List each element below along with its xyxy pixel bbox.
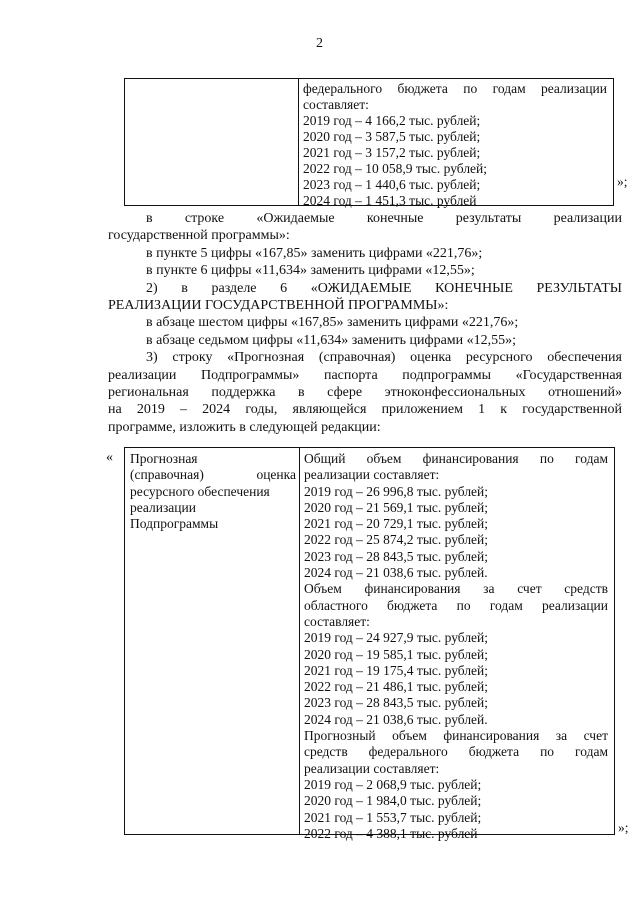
table2-right-line: 2023 год – 28 843,5 тыс. рублей;	[304, 548, 489, 564]
table2-right-line: 2020 год – 19 585,1 тыс. рублей;	[304, 646, 489, 662]
table1-right-cell	[303, 81, 607, 209]
paragraph-line: в пункте 6 цифры «11,634» заменить цифрами «12,55»;	[146, 263, 475, 279]
table2-right-line: Общий объем финансирования по годам	[304, 451, 608, 466]
table2-opening-quote: «	[106, 450, 113, 465]
table2-right-line: 2019 год – 26 996,8 тыс. рублей;	[304, 483, 489, 499]
paragraph-line: РЕАЛИЗАЦИИ ГОСУДАРСТВЕННОЙ ПРОГРАММЫ»:	[108, 298, 449, 314]
paragraph-line: программе, изложить в следующей редакции:	[108, 419, 381, 435]
table1-line: 2019 год – 4 166,2 тыс. рублей;	[303, 113, 481, 128]
table2-right-line: составляет:	[304, 613, 370, 629]
table2-right-line: реализации составляет:	[304, 467, 440, 483]
table2-right-line: 2022 год – 21 486,1 тыс. рублей;	[304, 679, 489, 695]
table1-line: 2024 год – 1 451,3 тыс. рублей	[303, 193, 477, 208]
table1-line: федерального бюджета по годам реализации	[303, 81, 607, 96]
table2-left-line: ресурсного обеспечения	[130, 483, 270, 499]
paragraph-line: на 2019 – 2024 годы, являющейся приложением 1 к государственной	[108, 402, 622, 418]
table2-right-line: 2020 год – 1 984,0 тыс. рублей;	[304, 793, 482, 809]
table1-closing-quote: »;	[617, 174, 628, 189]
paragraph-line: реализации Подпрограммы» паспорта подпрограммы «Государственная	[108, 367, 622, 383]
page-number: 2	[316, 36, 323, 51]
paragraph-line: 3) строку «Прогнозная (справочная) оценка ресурсного обеспечения	[146, 350, 622, 366]
table2-left-line: (справочная) оценка	[130, 467, 296, 483]
table1-line: составляет:	[303, 97, 369, 112]
table1-line: 2022 год – 10 058,9 тыс. рублей;	[303, 161, 488, 176]
table2-right-line: реализации составляет:	[304, 760, 440, 776]
table2-right-line: средств федерального бюджета по годам	[304, 744, 608, 760]
table2-left-line: реализации	[130, 499, 196, 515]
table2-right-line: Объем финансирования за счет средств	[304, 581, 608, 597]
table2-right-line: 2021 год – 20 729,1 тыс. рублей;	[304, 516, 489, 532]
paragraph-line: в пункте 5 цифры «167,85» заменить цифрами «221,76»;	[146, 245, 483, 261]
table2-left-line: Прогнозная	[130, 451, 198, 466]
paragraph-line: в абзаце шестом цифры «167,85» заменить цифрами «221,76»;	[146, 315, 519, 331]
table2-right-line: Прогнозный объем финансирования за счет	[304, 728, 608, 744]
table2-right-line: областного бюджета по годам реализации	[304, 597, 608, 613]
table2-right-line: 2024 год – 21 038,6 тыс. рублей.	[304, 711, 488, 727]
table2-right-line: 2019 год – 24 927,9 тыс. рублей;	[304, 630, 489, 646]
table2-right-line: 2024 год – 21 038,6 тыс. рублей.	[304, 565, 488, 581]
table2-right-line: 2022 год – 4 388,1 тыс. рублей	[304, 825, 478, 841]
table2-right-line: 2021 год – 19 175,4 тыс. рублей;	[304, 662, 489, 678]
paragraph-line: государственной программы»:	[108, 228, 290, 244]
paragraph-line: региональная поддержка в сфере этноконфессиональных отношений»	[108, 385, 622, 401]
table1-left-cell	[125, 79, 299, 205]
table1-line: 2021 год – 3 157,2 тыс. рублей;	[303, 145, 481, 160]
table2-closing-quote: »;	[618, 820, 629, 835]
table1-line: 2020 год – 3 587,5 тыс. рублей;	[303, 129, 481, 144]
paragraph-line: 2) в разделе 6 «ОЖИДАЕМЫЕ КОНЕЧНЫЕ РЕЗУЛЬТАТЫ	[146, 280, 622, 296]
paragraph-line: в строке «Ожидаемые конечные результаты реализации	[146, 211, 622, 226]
resource-estimate-table	[124, 447, 615, 841]
table2-right-line: 2020 год – 21 569,1 тыс. рублей;	[304, 499, 489, 515]
table2-left-cell	[125, 448, 300, 834]
financing-table-continuation	[124, 78, 614, 206]
paragraph-line: в абзаце седьмом цифры «11,634» заменить цифрами «12,55»;	[146, 332, 517, 348]
table2-right-line: 2022 год – 25 874,2 тыс. рублей;	[304, 532, 489, 548]
table2-right-line: 2021 год – 1 553,7 тыс. рублей;	[304, 809, 482, 825]
table2-left-line: Подпрограммы	[130, 516, 219, 532]
table2-right-line: 2023 год – 28 843,5 тыс. рублей;	[304, 695, 489, 711]
table2-right-line: 2019 год – 2 068,9 тыс. рублей;	[304, 776, 482, 792]
amendment-text	[108, 210, 622, 436]
table2-right-cell	[304, 451, 608, 842]
table1-line: 2023 год – 1 440,6 тыс. рублей;	[303, 177, 481, 192]
